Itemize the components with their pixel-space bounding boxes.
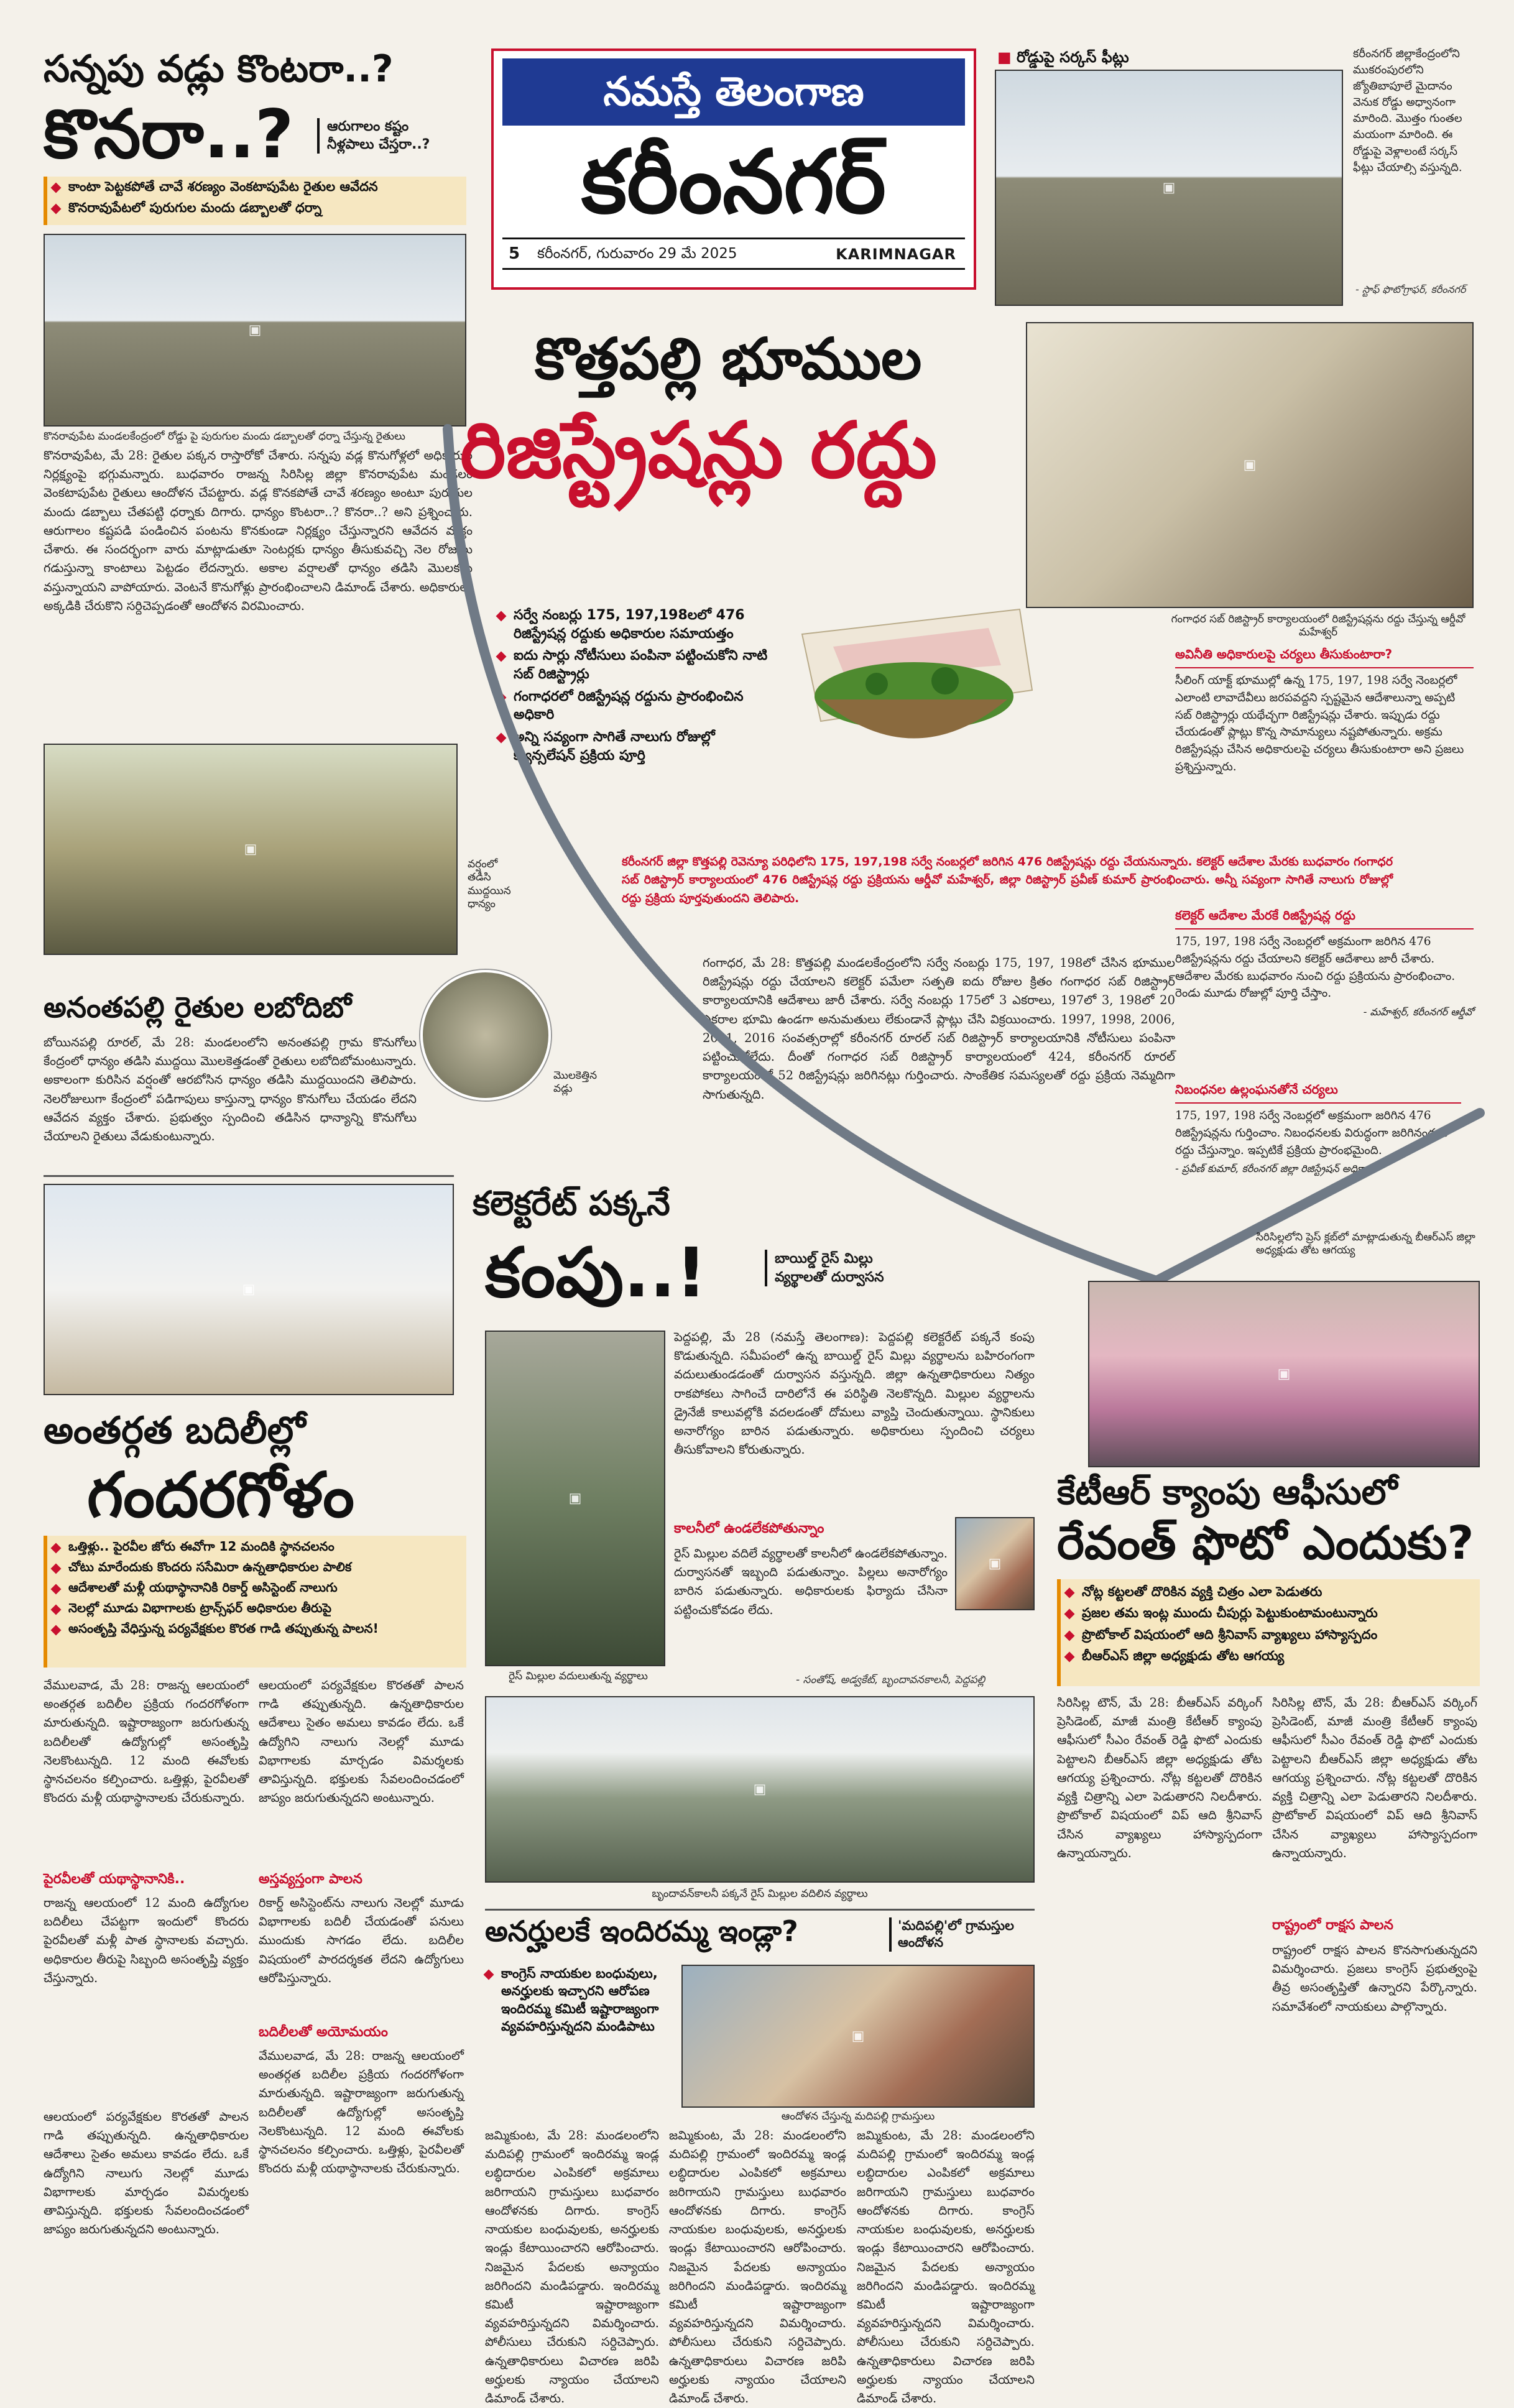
ktr-body-1: సిరిసిల్ల టౌన్, మే 28: బీఆర్ఎస్ వర్కింగ్ ప్రెసిడెంట్, మాజీ మంత్రి కేటీఆర్ క్యాంపు ఆఫీసులో సీఎం రేవంత్ రెడ్డి ఫొటో ఎందుకు పెట్టాలని బీఆర్ఎస్ జిల్లా అధ్యక్షుడు తోట ఆగయ్య ప్రశ్నించారు. నోట్ల కట్టలతో దొరికిన వ్యక్తి చిత్రాన్ని ఎలా పెడుతారని నిలదీశారు. ప్రొటోకాల్ విషయంలో విప్ ఆది శ్రీనివాస్ చేసిన వ్యాఖ్యలు హాస్యాస్పదంగా ఉన్నాయన్నారు. (1057, 1695, 1262, 1860)
list-item: బీఆర్ఎస్ జిల్లా అధ్యక్షుడు తోట ఆగయ్య (1066, 1647, 1479, 1664)
headline-ktr-camp: కేటీఆర్ క్యాంపు ఆఫీసులో (1057, 1472, 1398, 1513)
temple-image: ▣ (242, 1281, 256, 1298)
headline-internal-transfers: అంతర్గత బదిలీల్లో (44, 1409, 306, 1452)
registrar-photo-caption: గంగాధర సబ్ రిజిస్ట్రార్ కార్యాలయంలో రిజిస్ట్రేషన్లను రద్దు చేస్తున్న ఆర్డీవో మహేశ్వర్ (1171, 613, 1466, 639)
sidebar-1-text: సీలింగ్ యాక్ట్ భూముల్లో ఉన్న 175, 197, 198 సర్వే నెంబర్లలో ఎలాంటి లావాదేవీలు జరపవద్దని స్పష్టమైన ఆదేశాలున్నా అప్పటి సబ్ రిజిస్ట్రార్లు యథేచ్ఛగా రిజిస్ట్రేషన్లు చేశారు. ఇప్పుడు రద్దు చేయడంతో ప్లాట్లు కొన్న సామాన్యులు నష్టపోతున్నారు. అక్రమ రిజిస్ట్రేషన్లు చేసిన అధికారులపై చర్యలు తీసుకుంటారా అని ప్రజలు ప్రశ్నిస్తున్నారు. (1175, 674, 1464, 773)
list-item: ప్రొటోకాల్ విషయంలో ఆది శ్రీనివాస్ వ్యాఖ్యలు హాస్యాస్పదం (1066, 1626, 1479, 1643)
field-photo-caption: వర్షంలో తడిసి ముద్దయిన ధాన్యం (468, 858, 511, 910)
ktr-subhead: రాష్ట్రంలో రాక్షస పాలన (1272, 1917, 1393, 1933)
field-image: ▣ (244, 841, 257, 857)
list-item: కాంటా పెట్టకపోతే చావే శరణ్యం వెంకటాపుపేట రైతుల ఆవేదన (52, 178, 463, 195)
temple-body-5: వేములవాడ, మే 28: రాజన్న ఆలయంలో అంతర్గత బదిలీల ప్రక్రియ గందరగోళంగా మారుతున్నది. ఇష్టారాజ్యంగా జరుగుతున్న బదిలీలతో ఉద్యోగుల్లో అసంతృప్తి నెలకొంటున్నది. 12 మంది ఈవోలకు స్థానచలనం కల్పించారు. ఒత్తిళ్లు, పైరవీలతో కొందరు మళ్లీ యథాస్థానాలకు చేరుకున్నారు. (259, 2049, 464, 2176)
collectorate-kicker: బాయిల్డ్ రైస్ మిల్లు వ్యర్థాలతో దుర్వాసన (765, 1250, 895, 1286)
brand-name: నమస్తే తెలంగాణ (603, 68, 864, 115)
road-kicker-icon: ■ (997, 48, 1017, 66)
headline-kottapalli: కొత్తపల్లి భూముల (535, 326, 922, 392)
list-item: ఒత్తిళ్లు.. పైరవీల జోరు ఈవోగా 12 మందికి స్థానచలనం (52, 1538, 465, 1555)
dateline: కరీంనగర్, గురువారం 29 మే 2025 (537, 246, 737, 262)
temple-subhead-3: బదిలీలతో అయోమయం (259, 2024, 388, 2040)
indiramma-body-2: జమ్మికుంట, మే 28: మండలంలోని మదిపల్లి గ్రామంలో ఇందిరమ్మ ఇండ్ల లబ్ధిదారుల ఎంపికలో అక్రమాలు జరిగాయని గ్రామస్తులు బుధవారం ఆందోళనకు దిగారు. కాంగ్రెస్ నాయకుల బంధువులకు, అనర్హులకు ఇండ్లు కేటాయించారని ఆరోపించారు. నిజమైన పేదలకు అన్యాయం జరిగిందని మండిపడ్డారు. ఇందిరమ్మ కమిటీ ఇష్టారాజ్యంగా వ్యవహరిస్తున్నదని విమర్శించారు. పోలీసులు చేరుకుని సర్దిచెప్పారు. ఉన్నతాధికారులు విచారణ జరిపి అర్హులకు న్యాయం చేయాలని డిమాండ్ చేశారు. (669, 2128, 846, 2406)
indiramma-bullets (485, 1965, 672, 2039)
advocate-photo (955, 1517, 1035, 1610)
pond-image: ▣ (753, 1781, 767, 1797)
sidebar-3-text: 175, 197, 198 సర్వే నెంబర్లలో అక్రమంగా జరిగిన 476 రిజిస్ట్రేషన్లను గుర్తించాం. నిబంధనలకు విరుద్ధంగా జరిగినందున రద్దు చేస్తున్నాం. ఇప్పటికే ప్రక్రియ ప్రారంభమైంది. (1175, 1109, 1448, 1157)
list-item: కొనరావుపేటలో పురుగుల మందు డబ్బాలతో ధర్నా (52, 199, 463, 216)
indiramma-top-rule (485, 1909, 1035, 1911)
collectorate-body-2: రైస్ మిల్లుల వదిలే వ్యర్థాలతో కాలనీలో ఉండలేకపోతున్నాం. దుర్వాసనతో ఇబ్బంది పడుతున్నాం. పిల్లలు అనారోగ్యం బారిన పడుతున్నారు. అధికారులకు ఫిర్యాదు చేసినా పట్టించుకోవడం లేదు. (674, 1546, 948, 1617)
temple-photo (44, 1184, 454, 1395)
headline-konara: కొనరా..? (44, 96, 294, 173)
temple-body-4: రికార్డ్ అసిస్టెంట్‌ను నాలుగు నెలల్లో మూడు విభాగాలకు బదిలీ చేయడంతో పనులు ముందుకు సాగడం లేదు. బదిలీల విషయంలో పారదర్శకత లేదని ఉద్యోగులు ఆరోపిస్తున్నారు. (259, 1896, 464, 1985)
sidebar-2-credit: - మహేశ్వర్, కరీంనగర్ ఆర్డీవో (1363, 1006, 1474, 1018)
temple-body-1: వేములవాడ, మే 28: రాజన్న ఆలయంలో అంతర్గత బదిలీల ప్రక్రియ గందరగోళంగా మారుతున్నది. ఇష్టారాజ్యంగా జరుగుతున్న బదిలీలతో ఉద్యోగుల్లో అసంతృప్తి నెలకొంటున్నది. 12 మంది ఈవోలకు స్థానచలనం కల్పించారు. ఒత్తిళ్లు, పైరవీలతో కొందరు మళ్లీ యథాస్థానాలకు చేరుకున్నారు. (44, 1678, 249, 1806)
headline-confusion: గందరగోళం (87, 1459, 354, 1531)
list-item: అసంతృప్తి వేధిస్తున్న పర్యవేక్షకుల కొరత గాడి తప్పుతున్న పాలన! (52, 1620, 465, 1637)
temple-body-6: ఆలయంలో పర్యవేక్షకుల కొరతతో పాలన గాడి తప్పుతున్నది. ఉన్నతాధికారుల ఆదేశాలు సైతం అమలు కావడం లేదు. ఒకే ఉద్యోగిని నాలుగు నెలల్లో మూడు విభాగాలకు మార్చడం విమర్శలకు తావిస్తున్నది. భక్తులకు సేవలందించడంలో జాప్యం జరుగుతున్నదని అంటున్నారు. (44, 2110, 249, 2237)
headline-indiramma: అనర్హులకే ఇందిరమ్మ ఇండ్లా? (485, 1914, 798, 1948)
headline-sannapu: సన్నపు వడ్లు కొంటరా..? (44, 47, 394, 91)
temple-subhead-2: పైరవీలతో యథాస్థానానికి.. (44, 1871, 185, 1887)
pond-photo-caption: బృందావన్‌కాలనీ పక్కనే రైస్ మిల్లుల వదిలిన వ్యర్థాలు (652, 1888, 868, 1900)
sidebar-3-heading: నిబంధనల ఉల్లంఘనతోనే చర్యలు (1175, 1082, 1461, 1104)
headline-anantapalli: అనంతపల్లి రైతుల లబోదిబో (44, 990, 352, 1024)
temple-bullets (52, 1538, 465, 1641)
headline-stink: కంపు..! (485, 1233, 707, 1312)
villagers-photo-caption: ఆందోళన చేస్తున్న మదిపల్లి గ్రామస్తులు (781, 2110, 935, 2123)
headline-collectorate: కలెక్టరేట్ పక్కనే (473, 1184, 670, 1223)
temple-body-3: రాజన్న ఆలయంలో 12 మంది ఉద్యోగుల బదిలీలు చేపట్టగా ఇందులో కొందరు పైరవీలతో మళ్లీ పాత స్థానాలకు వచ్చారు. అధికారుల తీరుపై సిబ్బంది అసంతృప్తి వ్యక్తం చేస్తున్నారు. (44, 1896, 249, 1985)
list-item: సర్వే నంబర్లు 175, 197,198లలో 476 రిజిస్ట్రేషన్ల రద్దుకు అధికారుల సమాయత్తం (497, 606, 771, 643)
drain-image: ▣ (568, 1490, 582, 1506)
protest-image: ▣ (248, 322, 262, 338)
road-kicker: ■ రోడ్డుపై సర్కస్ ఫీట్లు (997, 48, 1129, 66)
page-number: 5 (509, 244, 520, 263)
advocate-image: ▣ (988, 1556, 1002, 1572)
ktr-photo-caption: సిరిసిల్లలోని ప్రెస్ క్లబ్‌లో మాట్లాడుతున్న బీఆర్ఎస్ జిల్లా అధ్యక్షుడు తోట ఆగయ్య (1256, 1231, 1475, 1257)
edition-en: KARIMNAGAR (836, 246, 956, 263)
sidebar-3-credit: - ప్రవీణ్ కుమార్, కరీంనగర్ జిల్లా రిజిస్ట్రేషన్ అధికారి (1175, 1163, 1372, 1175)
sidebar-1-heading: అవినీతి అధికారులపై చర్యలు తీసుకుంటారా? (1175, 647, 1474, 668)
ktr-bullets (1066, 1583, 1479, 1668)
collectorate-credit: - సంతోష్, అడ్వకేట్, బృందావనకాలనీ, పెద్దపల్లి (796, 1674, 985, 1686)
headline-revanth-photo: రేవంత్ ఫొటో ఎందుకు? (1057, 1516, 1474, 1570)
temple-body-2: ఆలయంలో పర్యవేక్షకుల కొరతతో పాలన గాడి తప్పుతున్నది. ఉన్నతాధికారుల ఆదేశాలు సైతం అమలు కావడం లేదు. ఒకే ఉద్యోగిని నాలుగు నెలల్లో మూడు విభాగాలకు మార్చడం విమర్శలకు తావిస్తున్నది. భక్తులకు సేవలందించడంలో జాప్యం జరుగుతున్నదని అంటున్నారు. (259, 1678, 464, 1806)
indiramma-body-3: జమ్మికుంట, మే 28: మండలంలోని మదిపల్లి గ్రామంలో ఇందిరమ్మ ఇండ్ల లబ్ధిదారుల ఎంపికలో అక్రమాలు జరిగాయని గ్రామస్తులు బుధవారం ఆందోళనకు దిగారు. కాంగ్రెస్ నాయకుల బంధువులకు, అనర్హులకు ఇండ్లు కేటాయించారని ఆరోపించారు. నిజమైన పేదలకు అన్యాయం జరిగిందని మండిపడ్డారు. ఇందిరమ్మ కమిటీ ఇష్టారాజ్యంగా వ్యవహరిస్తున్నదని విమర్శించారు. పోలీసులు చేరుకుని సర్దిచెప్పారు. ఉన్నతాధికారులు విచారణ జరిపి అర్హులకు న్యాయం చేయాలని డిమాండ్ చేశారు. (857, 2128, 1035, 2406)
anantapalli-body: బోయినపల్లి రూరల్, మే 28: మండలంలోని అనంతపల్లి గ్రామ కొనుగోలు కేంద్రంలో ధాన్యం తడిసి ముద్దయి మొలకెత్తడంతో రైతులు లబోదిబోమంటున్నారు. అకాలంగా కురిసిన వర్షంతో ఆరబోసిన ధాన్యం తడిసి ముద్దయిందని తెలిపారు. నెలరోజులుగా కేంద్రంలో పడిగాపులు కాస్తున్నా ధాన్యం కొనుగోలు చేయడం లేదని ఆవేదన వ్యక్తం చేశారు. ప్రభుత్వం స్పందించి తడిసిన ధాన్యాన్ని కొనుగోలు చేయాలని రైతులు వేడుకుంటున్నారు. (44, 1035, 417, 1144)
sidebar-2-text: 175, 197, 198 సర్వే నెంబర్లలో అక్రమంగా జరిగిన 476 రిజిస్ట్రేషన్లను రద్దు చేయాలని కలెక్టర్ ఆదేశాలు జారీ చేశారు. ఆదేశాల మేరకు బుధవారం నుంచి రద్దు ప్రక్రియను ప్రారంభించాం. రెండు మూడు రోజుల్లో పూర్తి చేస్తాం. (1175, 935, 1456, 1000)
sidebar-2-heading: కలెక్టర్ ఆదేశాల మేరకే రిజిస్ట్రేషన్ల రద్దు (1175, 908, 1474, 930)
indiramma-kicker: 'మదిపల్లి'లో గ్రామస్తుల ఆందోళన (889, 1917, 1038, 1952)
registrar-office-image: ▣ (1243, 457, 1257, 473)
ktr-body-2: సిరిసిల్ల టౌన్, మే 28: బీఆర్ఎస్ వర్కింగ్ ప్రెసిడెంట్, మాజీ మంత్రి కేటీఆర్ క్యాంపు ఆఫీసులో సీఎం రేవంత్ రెడ్డి ఫొటో ఎందుకు పెట్టాలని బీఆర్ఎస్ జిల్లా అధ్యక్షుడు తోట ఆగయ్య ప్రశ్నించారు. నోట్ల కట్టలతో దొరికిన వ్యక్తి చిత్రాన్ని ఎలా పెడుతారని నిలదీశారు. ప్రొటోకాల్ విషయంలో విప్ ఆది శ్రీనివాస్ చేసిన వ్యాఖ్యలు హాస్యాస్పదంగా ఉన్నాయన్నారు. (1272, 1695, 1477, 1860)
temple-top-rule (44, 1175, 454, 1177)
list-item: ఆదేశాలతో మళ్లీ యథాస్థానానికి రికార్డ్ అసిస్టెంట్ నాలుగు (52, 1579, 465, 1596)
road-credit: - స్టాఫ్ ఫొటోగ్రాఫర్, కరీంనగర్ (1355, 284, 1466, 295)
list-item: కాంగ్రెస్ నాయకుల బంధువులు, అనర్హులకు ఇచ్చారని ఆరోపణ ఇందిరమ్మ కమిటీ ఇష్టారాజ్యంగా వ్యవహరిస్తున్నదని మండిపాటు (485, 1965, 672, 2035)
list-item: ఐదు సార్లు నోటీసులు పంపినా పట్టించుకోని నాటి సబ్ రిజిస్ట్రార్లు (497, 647, 771, 683)
villagers-image: ▣ (851, 2028, 865, 2044)
drain-photo (485, 1331, 665, 1666)
ktr-body-3: రాష్ట్రంలో రాక్షస పాలన కొనసాగుతున్నదని విమర్శించారు. ప్రజలు కాంగ్రెస్ ప్రభుత్వంపై తీవ్ర అసంతృప్తితో ఉన్నారని పేర్కొన్నారు. సమావేశంలో నాయకులు పాల్గొన్నారు. (1272, 1943, 1477, 2014)
pond-photo (485, 1696, 1035, 1883)
temple-subhead-1: అస్తవ్యస్తంగా పాలన (259, 1871, 362, 1887)
grain-inset-caption: మొలకెత్తిన వడ్లు (553, 1069, 598, 1096)
kicker-arugalam: ఆరుగాలం కష్టం నీళ్లపాలు చేస్తరా..? (317, 118, 466, 154)
list-item: నోట్ల కట్టలతో దొరికిన వ్యక్తి చిత్రం ఎలా పెడుతరు (1066, 1583, 1479, 1600)
villagers-photo (681, 1965, 1035, 2108)
collectorate-body: పెద్దపల్లి, మే 28 (నమస్తే తెలంగాణ): పెద్దపల్లి కలెక్టరేట్ పక్కనే కంపు కొడుతున్నది. సమీపంలో ఉన్న బాయిల్డ్ రైస్ మిల్లు వ్యర్థాలను బహిరంగంగా వదులుతుండడంతో దుర్వాసన వస్తున్నది. జిల్లా ఉన్నతాధికారులు నిత్యం రాకపోకలు సాగించే దారిలోనే ఈ పరిస్థితి నెలకొన్నది. మిల్లుల వ్యర్థాలను డ్రైనేజీ కాలువల్లోకి వదలడంతో దోమలు వ్యాప్తి చెందుతున్నాయి. స్థానికులు అనారోగ్యం బారిన పడుతున్నారు. అధికారులు స్పందించి చర్యలు తీసుకోవాలని కోరుతున్నారు. (674, 1330, 1035, 1457)
collectorate-subhead: కాలనీలో ఉండలేకపోతున్నాం (674, 1521, 824, 1536)
headline-registrations-cancelled: రిజిస్ట్రేషన్లు రద్దు (460, 406, 937, 496)
drain-photo-caption: రైస్ మిల్లుల వదులుతున్న వ్యర్థాలు (509, 1670, 648, 1682)
top-left-body: కొనరావుపేట, మే 28: రైతుల పక్కన రాస్తారోకో చేశారు. సన్నపు వడ్ల కొనుగోళ్లలో అధికారుల నిర్లక్ష్యంపై భగ్గుమన్నారు. బుధవారం రాజన్న సిరిసిల్ల జిల్లా కొనరావుపేట మండలం వెంకటాపుపేట రైతులు ఆందోళన చేపట్టారు. వడ్ల కొనకపోతే చావే శరణ్యం అంటూ పురుగుల మందు డబ్బాలు చేతపట్టి ధర్నాకు దిగారు. ధాన్యం కొంటరా..? కొనరా..? అని ప్రశ్నించారు. ఆరుగాలం కష్టపడి పండించిన పంటను కొనకుండా నిర్లక్ష్యం చేస్తున్నారని ఆవేదన వ్యక్తం చేశారు. ఈ సందర్భంగా వారు మాట్లాడుతూ సెంటర్లకు ధాన్యం తీసుకువచ్చి నెల రోజులు గడుస్తున్నా కాంటాలు పెట్టడం లేదన్నారు. అకాల వర్షాలతో ధాన్యం తడిసి మొలకలు వస్తున్నాయని వాపోయారు. వెంటనే కొనుగోళ్లు ప్రారంభించాలని డిమాండ్ చేశారు. అధికారులు అక్కడికి చేరుకొని సర్దిచెప్పడంతో ఆందోళన విరమించారు. (44, 448, 473, 613)
list-item: నెలల్లో మూడు విభాగాలకు ట్రాన్స్‌ఫర్ అధికారుల తీరుపై (52, 1600, 465, 1617)
list-item: అన్ని సవ్యంగా సాగితే నాలుగు రోజుల్లో క్యాన్సలేషన్ ప్రక్రియ పూర్తి (497, 728, 771, 765)
road-side-text: కరీంనగర్ జిల్లాకేంద్రంలోని ముకరంపురలోని జ్యోతిబాపూలే మైదానం వెనుక రోడ్డు అధ్వానంగా మారింది. మొత్తం గుంతల మయంగా మారింది. ఈ రోడ్డుపై వెళ్లాలంటే సర్కస్ ఫీట్లు చేయాల్సి వస్తున్నది. (1353, 47, 1462, 174)
list-item: చోటు మారేందుకు కొందరు ససేమిరా ఉన్నతాధికారుల పాలిక (52, 1559, 465, 1575)
press-meet-image: ▣ (1277, 1366, 1291, 1382)
edition-title: కరీంనగర్ (581, 132, 886, 233)
list-item: ప్రజల తమ ఇంట్ల ముందు చీపుర్లు పెట్టుకుంటామంటున్నారు (1066, 1604, 1479, 1621)
indiramma-body-1: జమ్మికుంట, మే 28: మండలంలోని మదిపల్లి గ్రామంలో ఇందిరమ్మ ఇండ్ల లబ్ధిదారుల ఎంపికలో అక్రమాలు జరిగాయని గ్రామస్తులు బుధవారం ఆందోళనకు దిగారు. కాంగ్రెస్ నాయకుల బంధువులకు, అనర్హులకు ఇండ్లు కేటాయించారని ఆరోపించారు. నిజమైన పేదలకు అన్యాయం జరిగిందని మండిపడ్డారు. ఇందిరమ్మ కమిటీ ఇష్టారాజ్యంగా వ్యవహరిస్తున్నదని విమర్శించారు. పోలీసులు చేరుకుని సర్దిచెప్పారు. ఉన్నతాధికారులు విచారణ జరిపి అర్హులకు న్యాయం చేయాలని డిమాండ్ చేశారు. (485, 2128, 659, 2406)
main-story-intro: కరీంనగర్ జిల్లా కొత్తపల్లి రెవెన్యూ పరిధిలోని 175, 197,198 సర్వే నంబర్లలో జరిగిన 476 రిజిస్ట్రేషన్లు రద్దు చేయనున్నారు. కలెక్టర్ ఆదేశాల మేరకు బుధవారం గంగాధర సబ్ రిజిస్ట్రార్ కార్యాలయంలో 476 రిజిస్ట్రేషన్ల రద్దు ప్రక్రియను ఆర్డీవో మహేశ్వర్, జిల్లా రిజిస్ట్రార్ ప్రవీణ్ కుమార్ ప్రారంభించారు. అన్నీ సవ్యంగా సాగితే నాలుగు రోజుల్లో రద్దు ప్రక్రియ పూర్తవుతుందని తెలిపారు. (622, 855, 1393, 905)
list-item: గంగాధరలో రిజిస్ట్రేషన్ల రద్దును ప్రారంభించిన అధికారి (497, 688, 771, 724)
press-meet-photo (1088, 1281, 1480, 1467)
main-story-body: గంగాధర, మే 28: కొత్తపల్లి మండలకేంద్రంలోని సర్వే నంబర్లు 175, 197, 198లో చేసిన భూముల రిజిస్ట్రేషన్లు రద్దు చేయాలని కలెక్టర్ పమేలా సత్పతి ఐదు రోజుల క్రితం గంగాధర సబ్ రిజిస్ట్రార్ కార్యాలయానికి ఆదేశాలు జారీ చేశారు. సర్వే నంబర్లు 175లో 3 ఎకరాలు, 197లో 3, 198లో 20 ఎకరాల భూమి ఉండగా అనుమతులు లేకుండానే ప్లాట్లు చేసి విక్రయించారు. 1997, 1998, 2006, 2011, 2016 సంవత్సరాల్లో కరీంనగర్ రూరల్ సబ్ రిజిస్ట్రార్ కార్యాలయానికి నోటీసులు పంపినా పట్టించుకోలేదు. దీంతో గంగాధర సబ్ రిజిస్ట్రార్ కార్యాలయంలో 424, కరీంనగర్ రూరల్ కార్యాలయంలో 52 రిజిస్ట్రేషన్లు జరిగినట్లు గుర్తించారు. సాంకేతిక సమస్యలతో రద్దు ప్రక్రియ నెమ్మదిగా సాగుతున్నది. (703, 956, 1175, 1102)
protest-photo-caption: కొనరావుపేట మండలకేంద్రంలో రోడ్డు పై పురుగుల మందు డబ్బాలతో ధర్నా చేస్తున్న రైతులు (44, 430, 405, 443)
road-image: ▣ (1162, 180, 1176, 196)
